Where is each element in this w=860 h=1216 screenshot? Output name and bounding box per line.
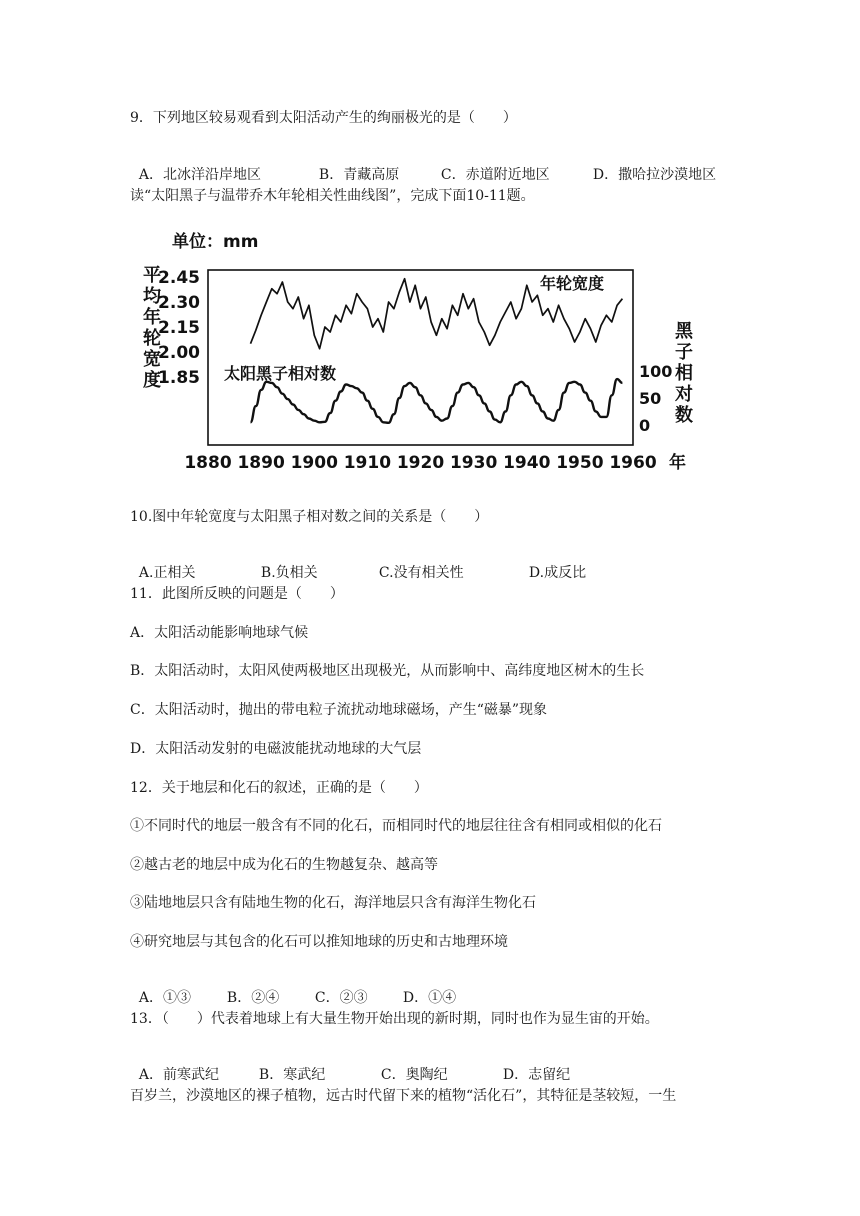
q11-option-a: A．太阳活动能影响地球气候 [130,625,309,641]
q13-option-c: C．奥陶纪 [380,1067,448,1083]
left-y-tick-label: 1.85 [158,368,200,388]
q12-stem: 12．关于地层和化石的叙述，正确的是（ ） [130,780,428,796]
x-tick-label: 1960 [609,453,657,473]
q13-option-a: A．前寒武纪 [138,1067,220,1083]
trailing-passage: 百岁兰，沙漠地区的裸子植物，远古时代留下来的植物“活化石”，其特征是茎较短，一生 [130,1088,677,1104]
x-tick-label: 1910 [343,453,392,473]
right-y-tick-label: 0 [639,416,651,435]
right-ylabel-char: 相 [675,363,693,384]
sunspot-tree-ring-chart [140,225,700,475]
x-tick-label: 1940 [503,453,551,473]
q12-option-d: D．①④ [402,990,457,1006]
x-tick-label: 1920 [396,453,445,473]
left-ylabel-char: 宽 [143,349,161,370]
q9-option-a: A．北冰洋沿岸地区 [138,167,262,183]
left-ylabel-char: 均 [143,286,161,307]
q11-option-c: C．太阳活动时，抛出的带电粒子流扰动地球磁场，产生“磁暴”现象 [130,702,548,718]
q13-stem: 13．（ ）代表着地球上有大量生物开始出现的新时期，同时也作为显生宙的开始。 [130,1011,659,1027]
sunspot-series-line [251,379,623,423]
left-y-tick-label: 2.00 [158,343,200,363]
x-tick-label: 1880 [184,453,232,473]
right-ylabel-char: 子 [675,342,693,363]
q10-option-b: B.负相关 [260,565,318,581]
chart-unit-label: 单位：mm [172,232,259,252]
q12-statement-2: ②越古老的地层中成为化石的生物越复杂、越高等 [130,857,438,873]
intro-10-11: 读“太阳黑子与温带乔木年轮相关性曲线图”，完成下面10-11题。 [130,188,535,204]
right-ylabel-char: 黑 [675,321,693,342]
left-ylabel-char: 度 [143,370,161,391]
q9-option-c: C．赤道附近地区 [440,167,550,183]
q9-option-d: D．撒哈拉沙漠地区 [592,167,717,183]
left-ylabel-char: 平 [143,265,161,286]
left-ylabel-char: 年 [143,307,161,328]
q13-option-d: D．志留纪 [502,1067,571,1083]
q9-options [130,148,716,184]
x-tick-label: 1890 [237,453,285,473]
right-y-tick-label: 100 [639,362,673,381]
chart-right-ylabel [675,321,694,426]
x-tick-label: 1950 [556,453,604,473]
q10-options [130,546,586,582]
right-y-tick-label: 50 [639,389,662,408]
left-y-tick-label: 2.45 [158,268,200,288]
q12-option-b: B．②④ [226,990,280,1006]
q12-statement-1: ①不同时代的地层一般含有不同的化石，而相同时代的地层往往含有相同或相似的化石 [130,818,662,834]
q12-option-a: A．①③ [138,990,192,1006]
q11-option-d: D．太阳活动发射的电磁波能扰动地球的大气层 [130,741,422,757]
q9-stem: 9．下列地区较易观看到太阳活动产生的绚丽极光的是（ ） [130,110,517,126]
chart-plot-frame [208,270,633,445]
left-y-tick-label: 2.15 [158,318,200,338]
q12-options [130,971,456,1007]
chart-x-unit: 年 [669,453,686,473]
q11-option-b: B．太阳活动时，太阳风使两极地区出现极光，从而影响中、高纬度地区树木的生长 [130,663,645,679]
sunspot-series-label: 太阳黑子相对数 [224,364,337,383]
left-ylabel-char: 轮 [143,328,161,349]
x-tick-label: 1900 [290,453,338,473]
right-ylabel-char: 对 [675,384,693,405]
q12-option-c: C．②③ [314,990,368,1006]
q12-statement-4: ④研究地层与其包含的化石可以推知地球的历史和古地理环境 [130,934,508,950]
right-ylabel-char: 数 [675,405,693,426]
q11-stem: 11．此图所反映的问题是（ ） [130,586,344,602]
q13-options [130,1048,570,1084]
q9-option-b: B．青藏高原 [318,167,400,183]
q10-option-d: D.成反比 [528,565,587,581]
q13-option-b: B．寒武纪 [258,1067,326,1083]
q10-stem: 10.图中年轮宽度与太阳黑子相对数之间的关系是（ ） [130,509,489,525]
q10-option-c: C.没有相关性 [378,565,464,581]
tree-ring-series-label: 年轮宽度 [540,274,605,293]
q12-statement-3: ③陆地地层只含有陆地生物的化石，海洋地层只含有海洋生物化石 [130,895,536,911]
x-tick-label: 1930 [449,453,498,473]
q10-option-a: A.正相关 [138,565,196,581]
left-y-tick-label: 2.30 [158,293,200,313]
